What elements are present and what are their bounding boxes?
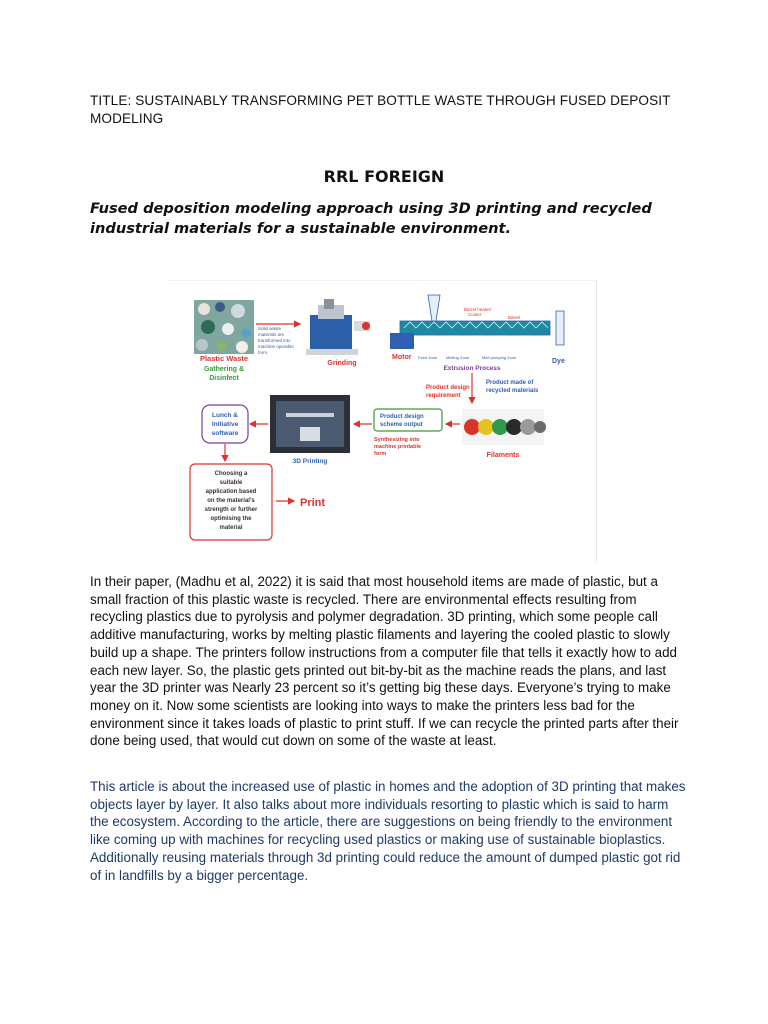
- barrel-heater-label: Barrel heater/: [464, 307, 492, 312]
- dye-label: Dye: [552, 358, 565, 365]
- extruder-diagram: [390, 295, 564, 349]
- feed-zone-label: Feed Zone: [418, 355, 438, 360]
- plastic-waste-label: Plastic Waste: [199, 354, 249, 363]
- plastic-waste-image: [194, 300, 254, 354]
- motor-label: Motor: [392, 354, 412, 361]
- body-paragraph-2: This article is about the increased use of plastic in homes and the adoption of 3D printing that makes objects layer by layer. It also talks about more individuals resorting to plastic which is said to harm the ecosystem. According to the article, there are suggestions on being friendly to the environment like coming up with machines for recycling used plastics or making use of sustainable bioplastics. Additionally reusing materials through 3d printing could reduce the amount of dumped plastic got rid of in landfills by a bigger percentage.: [90, 779, 686, 883]
- svg-text:form: form: [258, 350, 267, 355]
- svg-text:material: material: [219, 525, 243, 531]
- grinding-label: Grinding: [327, 360, 357, 367]
- process-diagram-figure: [168, 280, 597, 563]
- svg-text:form: form: [374, 451, 387, 457]
- 3d-printer-image: [270, 395, 350, 453]
- svg-text:machine printable: machine printable: [374, 444, 422, 450]
- filaments-label: Filaments: [486, 452, 520, 459]
- svg-text:requirement: requirement: [426, 393, 461, 399]
- svg-text:suitable: suitable: [219, 480, 243, 486]
- document-title: TITLE: SUSTAINABLY TRANSFORMING PET BOTTLE WASTE THROUGH FUSED DEPOSIT MODELING: [90, 93, 671, 126]
- svg-text:transformed into: transformed into: [258, 338, 291, 343]
- svg-text:Choosing a: Choosing a: [214, 471, 248, 477]
- section-heading: RRL FOREIGN: [323, 167, 445, 186]
- svg-text:Solid waste: Solid waste: [258, 326, 282, 331]
- svg-text:Product design: Product design: [380, 414, 424, 420]
- disinfect-label: Disinfect: [209, 375, 239, 382]
- solid-waste-note: [258, 326, 294, 355]
- svg-text:materials are: materials are: [258, 332, 285, 337]
- svg-text:Lunch &: Lunch &: [212, 412, 238, 419]
- print-label: Print: [300, 497, 326, 509]
- svg-text:machine operable: machine operable: [258, 344, 294, 349]
- svg-text:Synthesizing into: Synthesizing into: [374, 437, 420, 443]
- melting-zone-label: Melting Zone: [446, 355, 470, 360]
- 3d-printing-label: 3D Printing: [292, 458, 328, 465]
- svg-text:optimising the: optimising the: [210, 516, 252, 522]
- svg-text:Product design: Product design: [426, 385, 470, 391]
- body-paragraph-1: In their paper, (Madhu et al, 2022) it is said that most household items are made of plastic, but a small fraction of this plastic waste is recycled. There are environmental effects resulting from recycling plastics due to pyrolysis and polymer degradation. 3D printing, which some people call additive manufacturing, works by melting plastic filaments and layering the cooled plastic to slowly build up a shape. The printers follow instructions from a computer file that tells it exactly how to add each new layer. So, the plastic gets printed out bit-by-bit as the machine reads the plans, and last year the 3D printer was Nearly 23 percent so it’s getting big these days. Everyone’s trying to make money on it. Now some scientists are looking into ways to make the printers less bad for the environment since it takes loads of plastic to print stuff. If we can recycle the printed parts after their done being used, that would cut down on some of the waste at least.: [90, 574, 679, 749]
- extrusion-process-label: Extrusion Process: [443, 365, 501, 372]
- cooler-label: Cooler: [468, 312, 482, 317]
- gathering-label: Gathering &: [203, 366, 245, 373]
- svg-text:Initiative: Initiative: [211, 421, 239, 428]
- svg-text:recycled materials: recycled materials: [486, 388, 539, 394]
- svg-text:strength or further: strength or further: [204, 507, 258, 513]
- svg-text:Product made of: Product made of: [486, 380, 534, 386]
- filaments-image: [462, 409, 546, 445]
- article-title: Fused deposition modeling approach using 3D printing and recycled industrial materials for a sustainable environment.: [90, 200, 652, 237]
- svg-text:on the material's: on the material's: [207, 498, 255, 504]
- melt-pumping-zone-label: Melt pumping Zone: [482, 355, 517, 360]
- svg-text:application based: application based: [205, 489, 257, 495]
- svg-text:software: software: [211, 430, 239, 437]
- svg-text:scheme output: scheme output: [380, 422, 423, 428]
- barrel-label: Barrel: [508, 315, 521, 320]
- grinding-machine-image: [306, 299, 370, 355]
